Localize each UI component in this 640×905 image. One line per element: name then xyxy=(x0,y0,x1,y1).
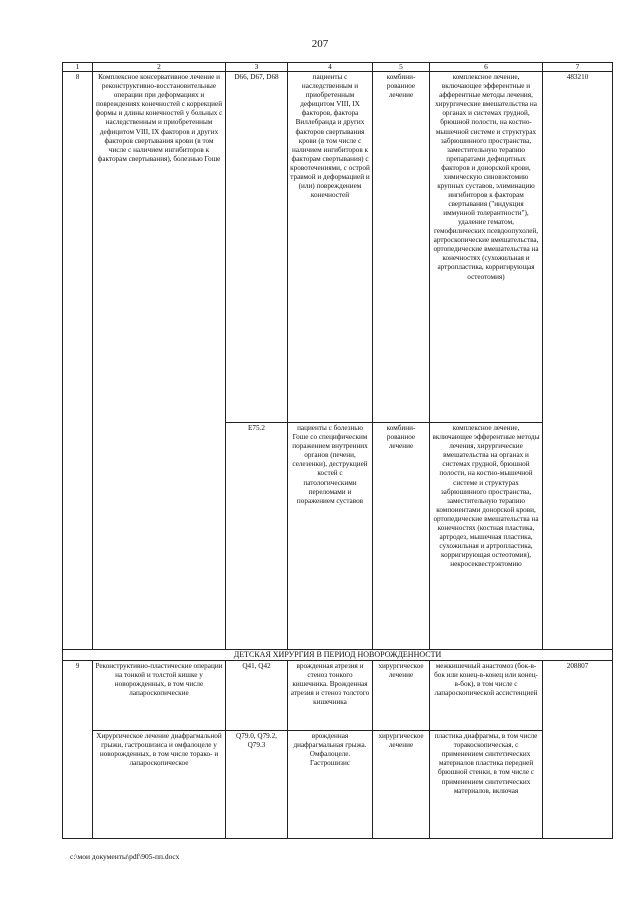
icd-codes: D66, D67, D68 xyxy=(226,72,288,423)
patient-model: врожденная диафрагмальная грыжа. Омфалоцеле. Гастрошизис xyxy=(288,731,373,839)
column-number: 1 xyxy=(63,63,93,72)
procedure-name: Хирургическое лечение диафрагмальной грыжи, гастрошизиса и омфалоцеле у новорожденных, в том числе торако- и лапароскопическое xyxy=(93,731,226,839)
column-number-row xyxy=(63,63,613,72)
icd-codes: Q41, Q42 xyxy=(226,661,288,731)
section-row xyxy=(63,650,613,661)
procedure-name: Комплексное консервативное лечение и реконструктивно-восстановительные операции при деформациях и повреждениях конечностей с коррекцией формы и длины конечностей у больных с наследственным и приобретенным дефицитом VIII, IX факторов и других факторов свертывания крови (в том числе с наличием ингибиторов к факторам свертывания), болезнью Гоше xyxy=(93,72,226,650)
table-row xyxy=(63,661,613,731)
patient-model: пациенты с болезнью Гоше со специфическим поражением внутренних органов (печени, селезенки), деструкцией костей с патологическими переломами и поражением суставов xyxy=(288,423,373,650)
treatment-type: комбини-рованное лечение xyxy=(373,72,430,423)
treatment-method: комплексное лечение, включающее эфферентные и афферентные методы лечения, хирургические вмешательства на органах и системах грудной, брюшной полости, на костно-мышечной системе и структурах забрюшинного пространства, заместительную терапию препаратами дефицитных факторов и донорской крови, химическую синовэктомию крупных суставов, элиминацию ингибиторов к факторам свертывания ("индукция иммунной толерантности"), удаление гематом, гемофилических псевдоопухолей, артроскопические вмешательства, ортопедические вмешательства на конечностях (сухожильная и артропластика, корригирующая остеотомия) xyxy=(430,72,543,423)
table-row xyxy=(63,731,613,839)
row-number: 8 xyxy=(63,72,93,650)
column-number: 3 xyxy=(226,63,288,72)
column-number: 2 xyxy=(93,63,226,72)
icd-codes: E75.2 xyxy=(226,423,288,650)
treatment-type: комбини-рованное лечение xyxy=(373,423,430,650)
procedures-table xyxy=(62,62,613,839)
treatment-method: комплексное лечение, включающее эфферентные методы лечения, хирургические вмешательства на органах и системах грудной, брюшной полости, на костно-мышечной системе и структурах забрюшинного пространства, заместительную терапию компонентами донорской крови, ортопедические вмешательства на конечностях (костная пластика, артродез, мышечная пластика, сухожильная и артропластика, корригирующая остеотомия), некросеквестрэктомию xyxy=(430,423,543,650)
file-path-footer: c:\мои документы\pdf\905-пп.docx xyxy=(70,852,180,861)
page-number: 207 xyxy=(311,38,329,50)
treatment-type: хирургическое лечение xyxy=(373,731,430,839)
column-number: 4 xyxy=(288,63,373,72)
procedure-name: Реконструктивно-пластические операции на тонкой и толстой кишке у новорожденных, в том числе лапароскопические xyxy=(93,661,226,731)
patient-model: пациенты с наследственным и приобретенным дефицитом VIII, IX факторов, фактора Виллебранда и других факторов свертывания крови (в том числе с наличием ингибиторов к факторам свертывания) с кровотечениями, с острой травмой и деформацией и (или) повреждением конечностей xyxy=(288,72,373,423)
price: 208807 xyxy=(543,661,613,839)
column-number: 7 xyxy=(543,63,613,72)
table-row xyxy=(63,72,613,423)
column-number: 6 xyxy=(430,63,543,72)
row-number: 9 xyxy=(63,661,93,839)
treatment-method: межкишечный анастомоз (бок-в-бок или конец-в-конец или конец-в-бок), в том числе с лапароскопической ассистенцией xyxy=(430,661,543,731)
column-number: 5 xyxy=(373,63,430,72)
price: 483210 xyxy=(543,72,613,650)
patient-model: врожденная атрезия и стеноз тонкого кишечника. Врожденная атрезия и стеноз толстого кишечника xyxy=(288,661,373,731)
section-title: ДЕТСКАЯ ХИРУРГИЯ В ПЕРИОД НОВОРОЖДЕННОСТИ xyxy=(63,650,613,661)
treatment-type: хирургическое лечение xyxy=(373,661,430,731)
icd-codes: Q79.0, Q79.2, Q79.3 xyxy=(226,731,288,839)
treatment-method: пластика диафрагмы, в том числе торакоскопическая, с применением синтетических материалов пластика передней брюшной стенки, в том числе с применением синтетических материалов, включая xyxy=(430,731,543,839)
